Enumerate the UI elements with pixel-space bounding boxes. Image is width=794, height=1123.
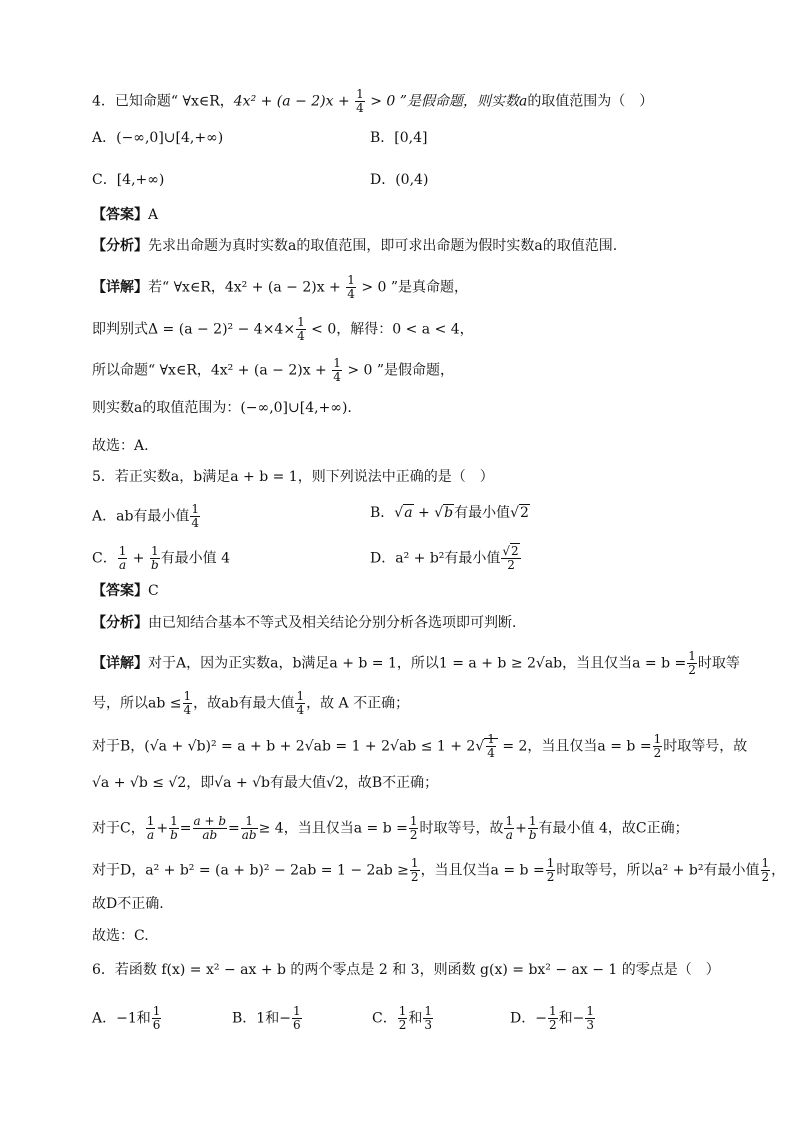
detail-text: ≥ 4，当且仅当a = b = xyxy=(258,820,408,837)
q5-detail-b2: √a + √b ≤ √2，即√a + √b有最大值√2，故B不正确； xyxy=(92,775,439,791)
detail-text: ，故ab有最大值 xyxy=(193,695,295,712)
q4-option-d: D．(0,4) xyxy=(370,172,429,188)
fraction-1-6: $\frac{1}{6}$ xyxy=(152,1004,161,1032)
detail-text: ， xyxy=(771,862,786,879)
fraction-1-4: $\frac{1}{4}$ xyxy=(183,689,192,717)
fraction-1-2: $\frac{1}{2}$ xyxy=(761,856,770,884)
option-text: 有最小值 4 xyxy=(160,550,231,567)
detail-text: > 0 ”是假命题， xyxy=(342,362,455,379)
detail-tag: 【详解】 xyxy=(92,655,148,672)
q5-detail-b1 xyxy=(92,732,748,760)
fraction xyxy=(296,316,306,343)
fraction-1-2: $\frac{1}{2}$ xyxy=(688,649,696,677)
detail-text: < 0，解得：0 < a < 4， xyxy=(306,321,474,338)
fraction-1-2: $\frac{1}{2}$ xyxy=(546,856,555,884)
detail-text: ，故 A 不正确； xyxy=(306,695,410,712)
q4-detail-4: 则实数a的取值范围为：(−∞,0]∪[4,+∞). xyxy=(92,400,352,416)
fraction-1-3: $\frac{1}{3}$ xyxy=(586,1004,594,1032)
detail-text: 若“ ∀x∈R，4x² + (a − 2)x + xyxy=(148,279,346,296)
q4-var: a xyxy=(518,93,528,110)
frac-numerator: 1 xyxy=(297,315,305,329)
option-text: B．1和− xyxy=(232,1010,291,1027)
option-text: 有最小值 xyxy=(454,505,511,521)
fraction-1-6: $\frac{1}{6}$ xyxy=(292,1004,301,1032)
q4-analysis xyxy=(92,236,734,256)
fraction xyxy=(332,357,342,384)
frac-numerator: 1 xyxy=(333,356,341,370)
fraction-1-2: $\frac{1}{2}$ xyxy=(409,814,418,842)
q5-stem: 5．若正实数a，b满足a + b = 1，则下列说法中正确的是（ ） xyxy=(92,469,494,485)
option-label: B． xyxy=(370,505,395,521)
analysis-tag: 【分析】 xyxy=(92,238,148,254)
q5-conclusion: 故选：C. xyxy=(92,928,149,944)
frac-numerator: 1 xyxy=(191,502,200,516)
detail-text: 对于A，因为正实数a，b满足a + b = 1，所以1 = a + b ≥ 2√ab，当且仅当a = b = xyxy=(148,655,687,672)
fraction-1-4: $\frac{1}{4}$ xyxy=(296,689,305,717)
fraction-1-2: $\frac{1}{2}$ xyxy=(548,1004,557,1032)
answer-tag: 【答案】 xyxy=(92,207,148,223)
q4-option-a: A．(−∞,0]∪[4,+∞) xyxy=(92,130,224,146)
q6-option-c: C． $\frac{1}{2}$ 和 $\frac{1}{3}$ xyxy=(372,1004,432,1032)
q4-option-c: C．[4,+∞) xyxy=(92,172,165,188)
answer-value: C xyxy=(148,583,159,599)
q4-stem-suffix: 的取值范围为（ ） xyxy=(527,93,654,110)
q6-stem: 6．若函数 f(x) = x² − ax + b 的两个零点是 2 和 3，则函数 g(x) = bx² − ax − 1 的零点是（ ） xyxy=(92,962,720,978)
option-text: A．ab有最小值 xyxy=(92,508,190,525)
q5-detail-c1: 对于C， $\frac{1}{a}$ + $\frac{1}{b}$ = $\frac{a + b}{ab}$ = $\frac{1}{ab}$ ≥ 4，当且仅当a = b = $\frac{1}{2}$ 时取等号，故 $\frac{1}{a}$ + $\frac{1}{b}$ 有最小值 4，故C正确； xyxy=(92,814,689,842)
fraction-1-2: $\frac{1}{2}$ xyxy=(653,732,662,760)
fraction-1-2: $\frac{1}{2}$ xyxy=(398,1004,407,1032)
option-text: 和− xyxy=(558,1010,585,1027)
q4-stem-prefix: 4．已知命题“ ∀x∈R， xyxy=(92,93,234,110)
q5-detail-a2 xyxy=(92,690,734,717)
detail-text: 时取等号，所以a² + b²有最小值 xyxy=(556,862,760,879)
frac-denominator: 4 xyxy=(356,101,364,115)
detail-text: ，当且仅当a = b = xyxy=(420,862,545,879)
frac-denominator: 4 xyxy=(297,329,305,343)
q6-option-b xyxy=(232,1005,303,1032)
fraction xyxy=(346,274,356,301)
fraction xyxy=(190,503,200,530)
sqrt-2: √2 xyxy=(510,505,529,521)
q4-option-b: B．[0,4] xyxy=(370,130,428,146)
fraction-1-a: $\frac{1}{a}$ xyxy=(118,544,127,572)
q5-detail-d2: 故D不正确. xyxy=(92,896,164,912)
q4-conclusion: 故选：A. xyxy=(92,438,149,454)
detail-text: > 0 ”是真命题， xyxy=(356,279,469,296)
detail-text: 即判别式Δ = (a − 2)² − 4×4× xyxy=(92,321,296,338)
q5-detail-d1 xyxy=(92,856,786,884)
q4-detail-1 xyxy=(92,274,734,301)
frac-denominator: 4 xyxy=(333,370,341,384)
q4-answer xyxy=(92,205,734,225)
fraction-1-2: $\frac{1}{2}$ xyxy=(410,856,419,884)
fraction-1-3: $\frac{1}{3}$ xyxy=(424,1004,432,1032)
q5-option-c: C． $\frac{1}{a}$ + $\frac{1}{b}$ 有最小值 4 xyxy=(92,544,231,572)
q5-option-b xyxy=(370,503,530,523)
detail-text: 有最小值 4，故C正确； xyxy=(538,820,689,837)
detail-text: = 2，当且仅当a = b = xyxy=(497,738,652,755)
fraction-1-b: $\frac{1}{b}$ xyxy=(151,544,159,572)
frac-numerator: 1 xyxy=(347,273,355,287)
frac-denominator: 4 xyxy=(191,516,200,530)
detail-text: 对于C， xyxy=(92,820,145,837)
option-label: C． xyxy=(92,550,117,567)
frac-numerator: 1 xyxy=(356,87,364,101)
detail-text: 号，所以ab ≤ xyxy=(92,695,182,712)
detail-text: 对于B，(√a + √b)² = a + b + 2√ab = 1 + 2√ab ≤ 1 + 2 xyxy=(92,738,476,755)
q4-stem xyxy=(92,88,734,115)
detail-text: 时取等号，故 xyxy=(419,820,504,837)
q6-option-d xyxy=(510,1005,596,1032)
sqrt-quarter: √ $\frac{1}{4}$ xyxy=(475,738,498,755)
sqrt-a-plus-sqrt-b: √a + √b xyxy=(394,505,454,521)
q6-option-a xyxy=(92,1005,162,1032)
q4-fraction xyxy=(355,88,365,115)
detail-text: 时取等 xyxy=(697,655,740,672)
detail-tag: 【详解】 xyxy=(92,279,148,296)
option-text: A．−1和 xyxy=(92,1010,151,1027)
detail-text: 时取等号，故 xyxy=(663,738,748,755)
q5-answer xyxy=(92,581,734,601)
detail-text: 对于D，a² + b² = (a + b)² − 2ab = 1 − 2ab ≥ xyxy=(92,862,409,879)
answer-tag: 【答案】 xyxy=(92,583,148,599)
detail-text: 所以命题“ ∀x∈R，4x² + (a − 2)x + xyxy=(92,362,332,379)
analysis-text: 先求出命题为真时实数a的取值范围，即可求出命题为假时实数a的取值范围. xyxy=(148,238,618,254)
q4-detail-3 xyxy=(92,357,734,384)
q4-formula-b: > 0 ”是假命题，则实数 xyxy=(365,93,519,110)
analysis-tag: 【分析】 xyxy=(92,615,148,631)
q5-analysis xyxy=(92,613,734,633)
q4-detail-2 xyxy=(92,316,734,343)
analysis-text: 由已知结合基本不等式及相关结论分别分析各选项即可判断． xyxy=(148,615,526,631)
frac-denominator: 4 xyxy=(347,287,355,301)
q4-formula-a: 4x² + (a − 2)x + xyxy=(233,93,355,110)
option-text: D．− xyxy=(510,1010,547,1027)
answer-value: A xyxy=(148,207,159,223)
q5-option-d xyxy=(370,545,522,572)
fraction-sqrt2-2: $\frac{√2}{2}$ xyxy=(502,544,519,572)
q5-detail-a1 xyxy=(92,649,740,677)
option-text: D．a² + b²有最小值 xyxy=(370,550,501,567)
q5-option-a xyxy=(92,503,201,530)
option-text: 和 xyxy=(408,1010,423,1027)
